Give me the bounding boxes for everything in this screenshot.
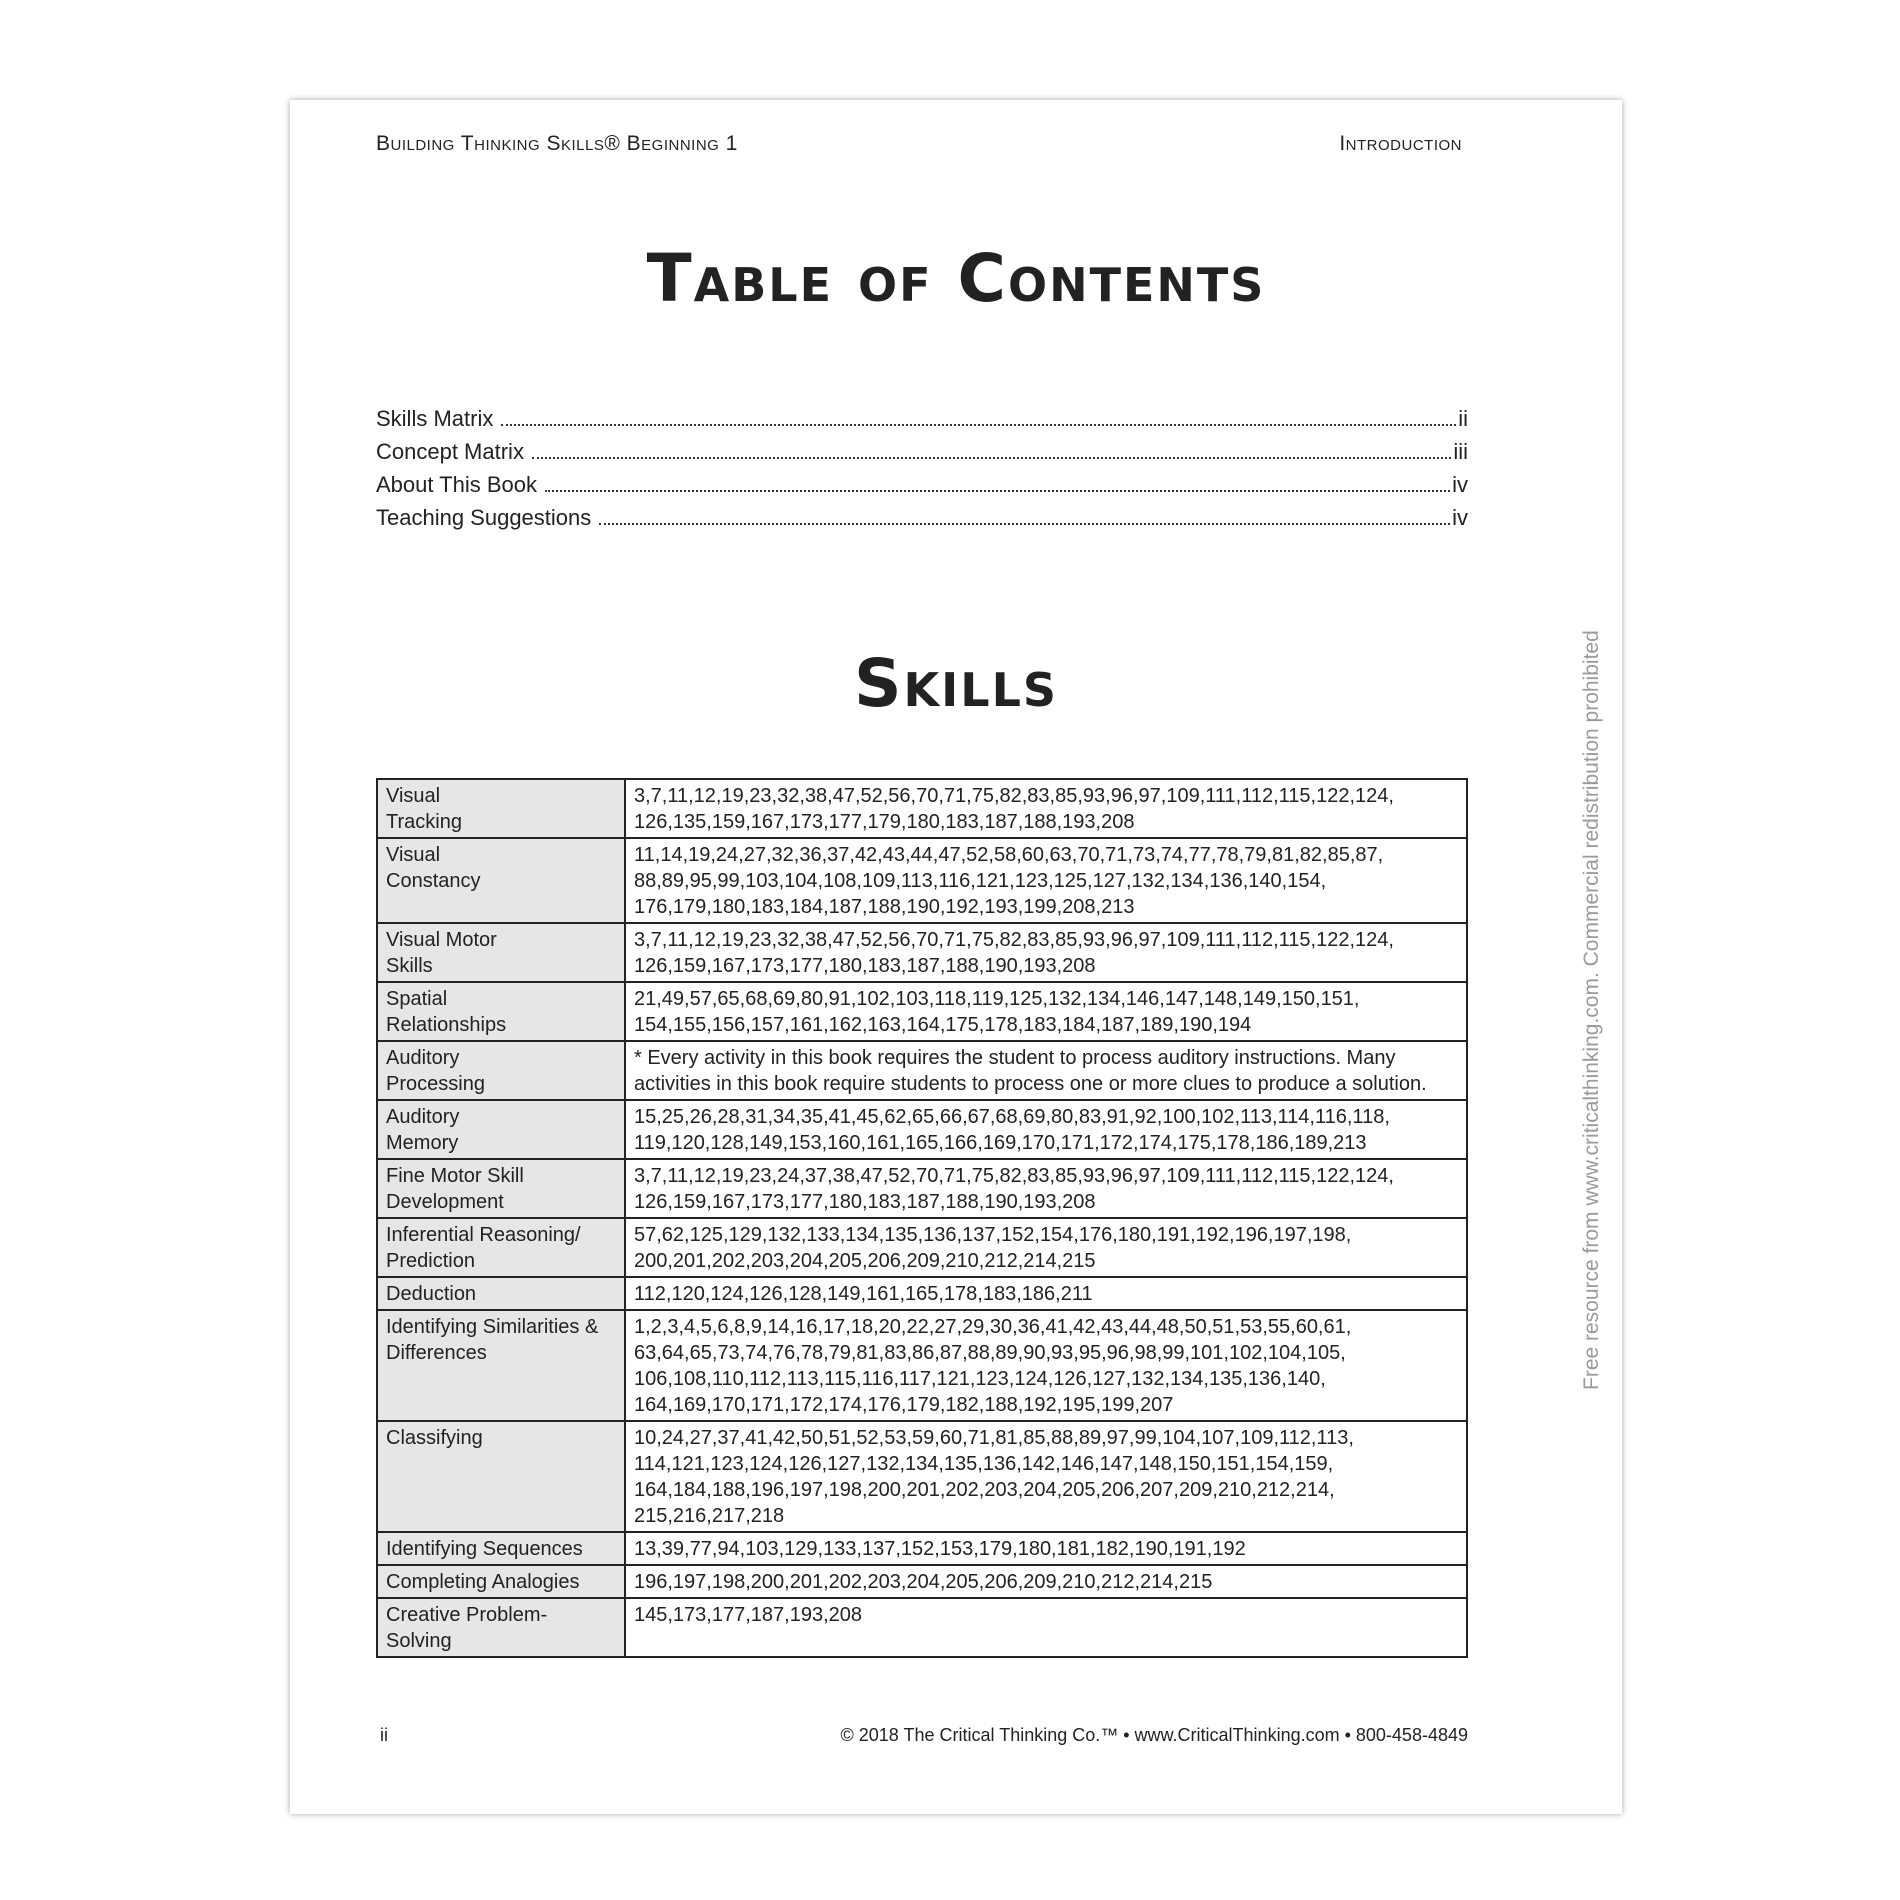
table-row	[377, 1218, 1467, 1277]
toc-leader-dots	[501, 424, 1456, 426]
toc-entry-skills-matrix[interactable]	[376, 406, 1468, 439]
table-row	[377, 1041, 1467, 1100]
table-row	[377, 1100, 1467, 1159]
skill-pages: 57,62,125,129,132,133,134,135,136,137,152,154,176,180,191,192,196,197,198, 200,201,202,203,204,205,206,209,210,212,214,215	[625, 1218, 1467, 1277]
table-row	[377, 838, 1467, 923]
skill-name: Creative Problem- Solving	[377, 1598, 625, 1657]
skill-name: Spatial Relationships	[377, 982, 625, 1041]
toc-page: iv	[1452, 472, 1468, 497]
toc-entry-concept-matrix[interactable]	[376, 439, 1468, 472]
skill-pages: 3,7,11,12,19,23,32,38,47,52,56,70,71,75,82,83,85,93,96,97,109,111,112,115,122,124, 126,159,167,173,177,180,183,187,188,190,193,208	[625, 923, 1467, 982]
skill-pages: 15,25,26,28,31,34,35,41,45,62,65,66,67,68,69,80,83,91,92,100,102,113,114,116,118, 119,120,128,149,153,160,161,165,166,169,170,171,172,174,175,178,186,189,213	[625, 1100, 1467, 1159]
skill-pages: 112,120,124,126,128,149,161,165,178,183,186,211	[625, 1277, 1467, 1310]
skill-name: Fine Motor Skill Development	[377, 1159, 625, 1218]
skill-pages: 196,197,198,200,201,202,203,204,205,206,209,210,212,214,215	[625, 1565, 1467, 1598]
toc-page: iii	[1453, 439, 1468, 464]
skill-name: Inferential Reasoning/ Prediction	[377, 1218, 625, 1277]
toc-entry-about-this-book[interactable]	[376, 472, 1468, 505]
footer-page-number: ii	[380, 1725, 388, 1745]
table-row	[377, 1310, 1467, 1421]
page-title: Table of Contents	[646, 240, 1266, 317]
running-header-left: Building Thinking Skills® Beginning 1	[376, 132, 738, 155]
skill-pages: 13,39,77,94,103,129,133,137,152,153,179,180,181,182,190,191,192	[625, 1532, 1467, 1565]
skill-name: Identifying Sequences	[377, 1532, 625, 1565]
skill-name: Classifying	[377, 1421, 625, 1532]
skill-name: Visual Motor Skills	[377, 923, 625, 982]
skill-name: Auditory Processing	[377, 1041, 625, 1100]
toc-page: ii	[1458, 406, 1468, 431]
toc-leader-dots	[545, 490, 1450, 492]
table-row	[377, 779, 1467, 838]
skill-pages: * Every activity in this book requires the student to process auditory instructions. Many activities in this book require students to process one or more clues to produce a solution.	[625, 1041, 1467, 1100]
skill-pages: 10,24,27,37,41,42,50,51,52,53,59,60,71,81,85,88,89,97,99,104,107,109,112,113, 114,121,123,124,126,127,132,134,135,136,142,146,147,148,150,151,154,159, 164,184,188,196,197,198,200,201,202,203,204,205,206,207,209,210,212,214, 215,216,217,218	[625, 1421, 1467, 1532]
skill-pages: 21,49,57,65,68,69,80,91,102,103,118,119,125,132,134,146,147,148,149,150,151, 154,155,156,157,161,162,163,164,175,178,183,184,187,189,190,194	[625, 982, 1467, 1041]
table-row	[377, 923, 1467, 982]
toc-leader-dots	[532, 457, 1451, 459]
skill-pages: 3,7,11,12,19,23,24,37,38,47,52,70,71,75,82,83,85,93,96,97,109,111,112,115,122,124, 126,159,167,173,177,180,183,187,188,190,193,208	[625, 1159, 1467, 1218]
skill-pages: 3,7,11,12,19,23,32,38,47,52,56,70,71,75,82,83,85,93,96,97,109,111,112,115,122,124, 126,135,159,167,173,177,179,180,183,187,188,193,208	[625, 779, 1467, 838]
skill-pages: 145,173,177,187,193,208	[625, 1598, 1467, 1657]
toc-label: Skills Matrix	[376, 406, 494, 431]
table-row	[377, 1277, 1467, 1310]
table-row	[377, 982, 1467, 1041]
skill-name: Visual Constancy	[377, 838, 625, 923]
table-row	[377, 1421, 1467, 1532]
toc-label: About This Book	[376, 472, 538, 497]
table-row	[377, 1598, 1467, 1657]
toc-entry-teaching-suggestions[interactable]	[376, 505, 1468, 538]
footer-copyright: © 2018 The Critical Thinking Co.™ • www.CriticalThinking.com • 800-458-4849	[840, 1725, 1468, 1745]
toc-label: Concept Matrix	[376, 439, 524, 464]
table-row	[377, 1532, 1467, 1565]
skill-name: Auditory Memory	[377, 1100, 625, 1159]
skill-name: Visual Tracking	[377, 779, 625, 838]
skills-table	[376, 778, 1468, 1658]
skill-pages: 1,2,3,4,5,6,8,9,14,16,17,18,20,22,27,29,30,36,41,42,43,44,48,50,51,53,55,60,61, 63,64,65,73,74,76,78,79,81,83,86,87,88,89,90,93,95,96,98,99,101,102,104,105, 106,108,110,112,113,115,116,117,121,123,124,126,127,132,134,135,136,140, 164,169,170,171,172,174,176,179,182,188,192,195,199,207	[625, 1310, 1467, 1421]
skill-name: Deduction	[377, 1277, 625, 1310]
table-of-contents	[376, 406, 1468, 538]
document-page	[290, 100, 1622, 1814]
toc-page: iv	[1452, 505, 1468, 530]
skills-heading: Skills	[853, 645, 1059, 722]
table-row	[377, 1565, 1467, 1598]
running-header-right: Introduction	[1339, 132, 1462, 155]
skill-pages: 11,14,19,24,27,32,36,37,42,43,44,47,52,58,60,63,70,71,73,74,77,78,79,81,82,85,87, 88,89,95,99,103,104,108,109,113,116,121,123,125,127,132,134,136,140,154, 176,179,180,183,184,187,188,190,192,193,199,208,213	[625, 838, 1467, 923]
table-row	[377, 1159, 1467, 1218]
toc-leader-dots	[599, 523, 1450, 525]
redistribution-watermark: Free resource from www.criticalthinking.com. Commercial redistribution prohibited	[1580, 630, 1603, 1390]
skill-name: Identifying Similarities & Differences	[377, 1310, 625, 1421]
toc-label: Teaching Suggestions	[376, 505, 592, 530]
skill-name: Completing Analogies	[377, 1565, 625, 1598]
